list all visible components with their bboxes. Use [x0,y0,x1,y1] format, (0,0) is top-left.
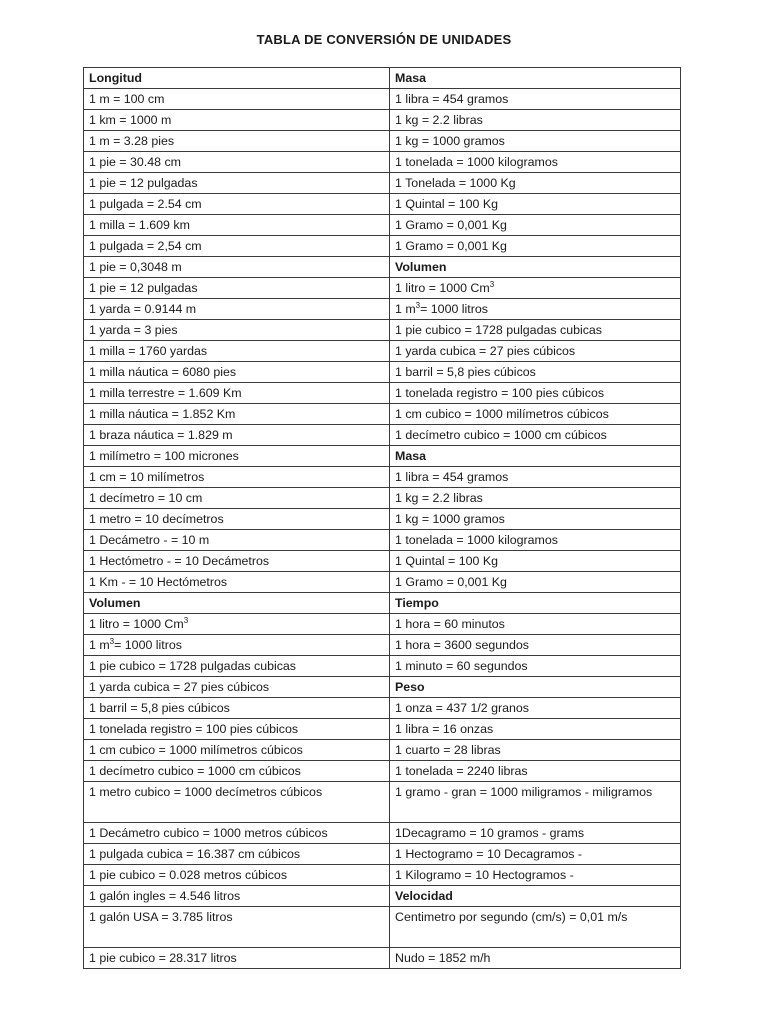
table-row [84,761,681,782]
cell-text: 1 decímetro cubico = 1000 cm cúbicos [395,428,607,442]
cell-text: 1 cm = 10 milímetros [89,470,205,484]
table-cell [390,194,681,215]
table-cell [390,907,681,948]
table-cell [84,614,390,635]
table-row [84,68,681,89]
table-cell [84,299,390,320]
table-cell [390,761,681,782]
cell-text: 1 milímetro = 100 micrones [89,449,239,463]
cell-text: 1 onza = 437 1/2 granos [395,701,529,715]
cell-text: 1 m = 100 cm [89,92,165,106]
table-cell [390,404,681,425]
cell-text: 1 tonelada registro = 100 pies cúbicos [395,386,605,400]
table-row [84,593,681,614]
table-row [84,844,681,865]
table-row [84,656,681,677]
cell-text: Masa [395,449,426,463]
table-cell [84,844,390,865]
cell-text: 1 Hectogramo = 10 Decagramos - [395,847,582,861]
cell-text: 1 Gramo = 0,001 Kg [395,575,507,589]
cell-text: 1 tonelada registro = 100 pies cúbicos [89,722,299,736]
table-cell [84,907,390,948]
cell-text: 1 milla náutica = 6080 pies [89,365,237,379]
table-row [84,823,681,844]
cell-text: Tiempo [395,596,439,610]
table-cell [390,383,681,404]
cell-text: 1 galón ingles = 4.546 litros [89,889,241,903]
cell-text: Centimetro por segundo (cm/s) = 0,01 m/s [395,910,628,924]
cell-text: 1 libra = 454 gramos [395,470,509,484]
table-cell [390,509,681,530]
table-cell [390,635,681,656]
cell-text: 1 pulgada = 2.54 cm [89,197,202,211]
cell-text: 1 m = 3.28 pies [89,134,175,148]
table-row [84,236,681,257]
table-cell [84,782,390,823]
table-cell [390,299,681,320]
cell-text: 1 barril = 5,8 pies cúbicos [395,365,536,379]
cell-text: Velocidad [395,889,453,903]
table-row [84,782,681,823]
cell-text: 1 kg = 1000 gramos [395,134,505,148]
section-header-cell [390,68,681,89]
cell-text: 1 cm cubico = 1000 milímetros cúbicos [395,407,609,421]
table-row [84,948,681,969]
table-cell [390,698,681,719]
table-row [84,362,681,383]
table-row [84,446,681,467]
table-cell [84,509,390,530]
table-cell [390,110,681,131]
table-row [84,614,681,635]
table-row [84,677,681,698]
conversion-table [83,67,681,969]
cell-text: 1 milla terrestre = 1.609 Km [89,386,242,400]
table-row [84,278,681,299]
table-cell [390,425,681,446]
cell-text: 1 cm cubico = 1000 milímetros cúbicos [89,743,303,757]
cell-text: 1 litro = 1000 Cm [89,617,184,631]
table-row [84,320,681,341]
cell-text: 1 cuarto = 28 libras [395,743,501,757]
cell-text: 1 Quintal = 100 Kg [395,197,498,211]
section-header-cell [390,257,681,278]
cell-text: Volumen [89,596,141,610]
cell-text: 1 yarda = 3 pies [89,323,178,337]
cell-text: 1 pie cubico = 28.317 litros [89,951,237,965]
table-cell [84,236,390,257]
cell-text: 1 Quintal = 100 Kg [395,554,498,568]
cell-text: Volumen [395,260,447,274]
table-cell [390,844,681,865]
cell-text: 1 Km - = 10 Hectómetros [89,575,228,589]
cell-text: 1 milla = 1.609 km [89,218,190,232]
table-cell [390,467,681,488]
table-cell [84,530,390,551]
cell-text: 1 Tonelada = 1000 Kg [395,176,516,190]
table-cell [84,362,390,383]
cell-text: 1 libra = 454 gramos [395,92,509,106]
cell-text: 1 minuto = 60 segundos [395,659,528,673]
table-cell [84,551,390,572]
cell-text: Longitud [89,71,142,85]
table-row [84,572,681,593]
table-cell [390,362,681,383]
table-cell [390,173,681,194]
table-cell [84,89,390,110]
table-row [84,467,681,488]
table-cell [390,320,681,341]
table-cell [390,656,681,677]
cell-text: 1 barril = 5,8 pies cúbicos [89,701,230,715]
table-row [84,89,681,110]
cell-text: 1 gramo - gran = 1000 miligramos - miligramos [395,785,653,799]
table-row [84,865,681,886]
cell-text: 1 Decámetro cubico = 1000 metros cúbicos [89,826,328,840]
table-cell [390,572,681,593]
table-row [84,131,681,152]
cell-text: 1 libra = 16 onzas [395,722,494,736]
cell-text: 1 tonelada = 1000 kilogramos [395,533,558,547]
table-row [84,530,681,551]
cell-text: 1 kg = 2.2 libras [395,113,483,127]
cell-text: 1 metro = 10 decímetros [89,512,224,526]
table-cell [390,341,681,362]
table-cell [390,530,681,551]
table-row [84,194,681,215]
section-header-cell [390,446,681,467]
table-row [84,383,681,404]
table-cell [84,173,390,194]
table-row [84,341,681,362]
cell-text: 1 yarda cubica = 27 pies cúbicos [89,680,270,694]
cell-text: 1 pie cubico = 0.028 metros cúbicos [89,868,288,882]
table-cell [84,425,390,446]
table-cell [390,614,681,635]
cell-text: 1 pie = 30.48 cm [89,155,181,169]
table-cell [84,467,390,488]
table-row [84,404,681,425]
table-cell [84,823,390,844]
table-cell [84,110,390,131]
cell-text: Peso [395,680,425,694]
cell-text: 1 braza náutica = 1.829 m [89,428,233,442]
table-row [84,488,681,509]
table-cell [390,152,681,173]
table-cell [84,278,390,299]
table-cell [390,719,681,740]
cell-text-after: = 1000 litros [420,302,488,316]
cell-text: 1 pie cubico = 1728 pulgadas cubicas [89,659,297,673]
table-row [84,635,681,656]
cell-text: 1 Gramo = 0,001 Kg [395,218,507,232]
table-cell [84,886,390,907]
table-row [84,551,681,572]
cell-text: 1 milla = 1760 yardas [89,344,208,358]
table-cell [84,194,390,215]
table-cell [84,446,390,467]
table-cell [84,341,390,362]
cell-text: 1 hora = 3600 segundos [395,638,529,652]
cell-text: 1 Hectómetro - = 10 Decámetros [89,554,270,568]
table-cell [84,698,390,719]
cell-text: 1 decímetro cubico = 1000 cm cúbicos [89,764,301,778]
table-cell [84,404,390,425]
table-cell [390,278,681,299]
table-cell [84,656,390,677]
cell-text: 1 m [89,638,110,652]
table-cell [84,948,390,969]
table-cell [390,948,681,969]
conversion-table-body [84,68,681,969]
cell-text: 1 Kilogramo = 10 Hectogramos - [395,868,574,882]
cell-text: 1 kg = 2.2 libras [395,491,483,505]
table-cell [390,551,681,572]
table-row [84,907,681,948]
table-cell [390,823,681,844]
table-cell [390,236,681,257]
section-header-cell [390,886,681,907]
cell-text: 1 Decámetro - = 10 m [89,533,210,547]
cell-text: 1 decímetro = 10 cm [89,491,203,505]
table-cell [84,152,390,173]
cell-text: 1Decagramo = 10 gramos - grams [395,826,585,840]
table-cell [84,383,390,404]
table-cell [84,488,390,509]
table-row [84,173,681,194]
table-cell [390,131,681,152]
section-header-cell [84,68,390,89]
cell-text: 1 pulgada = 2,54 cm [89,239,202,253]
table-cell [84,865,390,886]
cell-superscript: 3 [489,279,495,289]
table-cell [84,215,390,236]
table-row [84,719,681,740]
table-row [84,509,681,530]
cell-text: 1 pie cubico = 1728 pulgadas cubicas [395,323,603,337]
cell-text: 1 yarda = 0.9144 m [89,302,197,316]
cell-superscript: 3 [183,615,189,625]
table-cell [390,215,681,236]
section-header-cell [390,593,681,614]
cell-text: 1 metro cubico = 1000 decímetros cúbicos [89,785,323,799]
table-cell [84,740,390,761]
cell-text: 1 tonelada = 1000 kilogramos [395,155,558,169]
cell-text: 1 tonelada = 2240 libras [395,764,528,778]
table-cell [390,740,681,761]
cell-text: 1 galón USA = 3.785 litros [89,910,233,924]
cell-text: 1 m [395,302,416,316]
cell-text: 1 pulgada cubica = 16.387 cm cúbicos [89,847,301,861]
table-row [84,215,681,236]
cell-superscript: 3 [415,300,421,310]
table-row [84,257,681,278]
cell-text: 1 pie = 12 pulgadas [89,176,198,190]
cell-superscript: 3 [109,636,115,646]
cell-text: 1 litro = 1000 Cm [395,281,490,295]
cell-text: 1 km = 1000 m [89,113,172,127]
cell-text: 1 pie = 12 pulgadas [89,281,198,295]
table-row [84,152,681,173]
cell-text: 1 pie = 0,3048 m [89,260,182,274]
cell-text: 1 milla náutica = 1.852 Km [89,407,236,421]
cell-text: 1 Gramo = 0,001 Kg [395,239,507,253]
table-cell [390,89,681,110]
cell-text-after: = 1000 litros [114,638,182,652]
table-row [84,299,681,320]
table-row [84,698,681,719]
table-cell [390,865,681,886]
table-cell [84,677,390,698]
table-cell [84,131,390,152]
table-cell [84,572,390,593]
page-title: TABLA DE CONVERSIÓN DE UNIDADES [256,32,512,47]
section-header-cell [84,593,390,614]
table-cell [390,782,681,823]
cell-text: 1 kg = 1000 gramos [395,512,505,526]
table-cell [84,257,390,278]
table-row [84,740,681,761]
table-cell [84,635,390,656]
cell-text: Masa [395,71,426,85]
section-header-cell [390,677,681,698]
table-cell [84,761,390,782]
cell-text: Nudo = 1852 m/h [395,951,491,965]
cell-text: 1 hora = 60 minutos [395,617,505,631]
table-cell [84,320,390,341]
cell-text: 1 yarda cubica = 27 pies cúbicos [395,344,576,358]
table-cell [390,488,681,509]
table-row [84,110,681,131]
table-cell [84,719,390,740]
table-row [84,425,681,446]
table-row [84,886,681,907]
